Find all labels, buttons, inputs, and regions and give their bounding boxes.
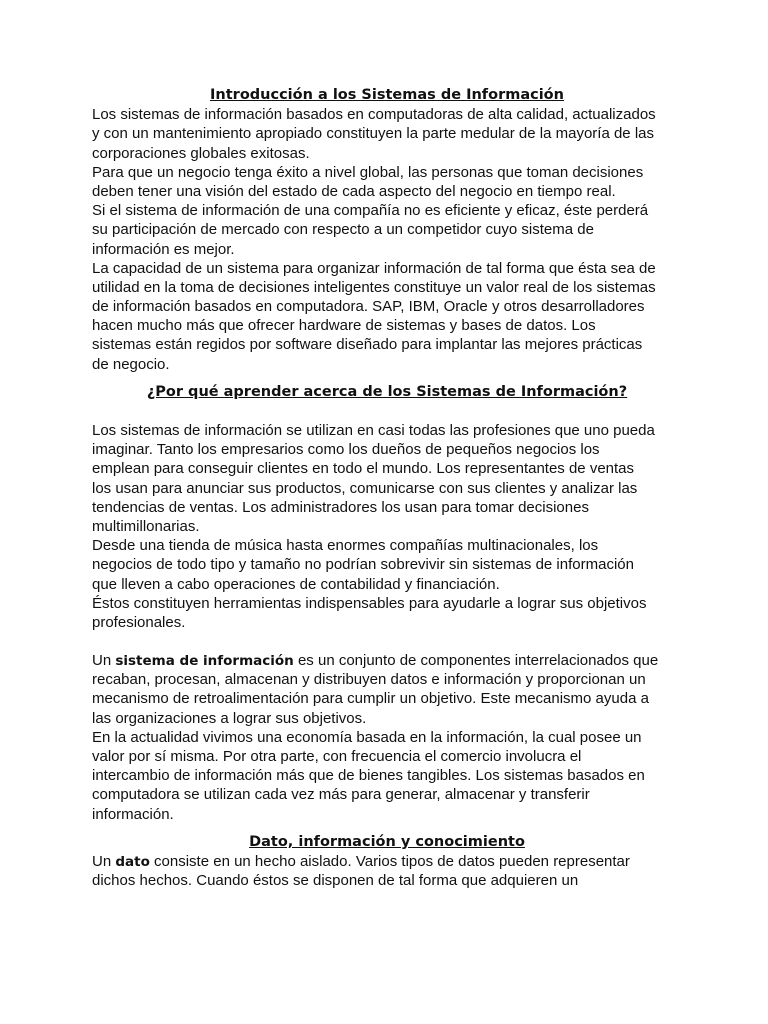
text-line: Los sistemas de información basados en computadoras de alta calidad, actualizados [92, 106, 656, 124]
section-title-por-que: ¿Por qué aprender acerca de los Sistemas de Información? [146, 383, 628, 400]
text-line: y con un mantenimiento apropiado constituyen la parte medular de la mayoría de las [92, 125, 654, 143]
text-line: profesionales. [92, 613, 186, 631]
text-line: tendencias de ventas. Los administradores los usan para tomar decisiones [92, 498, 589, 516]
text-line: computadora se utilizan cada vez más para generar, almacenar y transferir [92, 786, 590, 804]
text-line: que lleven a cabo operaciones de contabilidad y financiación. [92, 575, 500, 593]
text-line: las organizaciones a lograr sus objetivos. [92, 709, 367, 727]
text-line: Desde una tienda de música hasta enormes compañías multinacionales, los [92, 537, 599, 555]
text-line [92, 852, 682, 871]
text-line: corporaciones globales exitosas. [92, 144, 310, 162]
text-run: es un conjunto de componentes interrelacionados que [293, 652, 659, 670]
section-title-dato: Dato, información y conocimiento [249, 833, 525, 850]
text-run: Un [92, 852, 116, 870]
document-page [92, 86, 682, 890]
spacer [92, 374, 682, 383]
text-line: Éstos constituyen herramientas indispensables para ayudarle a lograr sus objetivos [92, 594, 647, 612]
bold-term-sistema-de-informacion: sistema de información [115, 653, 294, 670]
text-line: imaginar. Tanto los empresarios como los dueños de pequeños negocios los [92, 441, 600, 459]
text-line: deben tener una visión del estado de cada aspecto del negocio en tiempo real. [92, 182, 616, 200]
text-line: hacen mucho más que ofrecer hardware de sistemas y bases de datos. Los [92, 317, 596, 335]
text-line: Si el sistema de información de una compañía no es eficiente y eficaz, éste perderá [92, 202, 649, 220]
text-run: consiste en un hecho aislado. Varios tipos de datos pueden representar [149, 852, 630, 870]
spacer [92, 402, 682, 421]
text-line: mecanismo de retroalimentación para cumplir un objetivo. Este mecanismo ayuda a [92, 690, 649, 708]
text-line: información es mejor. [92, 240, 235, 258]
text-line: Para que un negocio tenga éxito a nivel global, las personas que toman decisiones [92, 163, 644, 181]
section-body-por-que-p2 [92, 651, 682, 824]
text-line: emplean para conseguir clientes en todo el mundo. Los representantes de ventas [92, 460, 635, 478]
text-line: La capacidad de un sistema para organizar información de tal forma que ésta sea de [92, 259, 656, 277]
spacer [92, 632, 682, 651]
text-line: los usan para anunciar sus productos, comunicarse con sus clientes y analizar las [92, 479, 638, 497]
section-body-introduccion [92, 105, 682, 374]
text-line: de negocio. [92, 355, 170, 373]
text-line: Los sistemas de información se utilizan en casi todas las profesiones que uno pueda [92, 422, 655, 439]
text-line: utilidad en la toma de decisiones inteligentes constituye un valor real de los sistemas [92, 278, 656, 296]
text-run: Un [92, 652, 116, 670]
bold-term-dato: dato [115, 853, 150, 870]
text-line: intercambio de información más que de bienes tangibles. Los sistemas basados en [92, 767, 645, 785]
text-line [92, 651, 682, 670]
section-title-introduccion: Introducción a los Sistemas de Información [210, 87, 564, 103]
text-line: valor por sí misma. Por otra parte, con frecuencia el comercio involucra el [92, 748, 582, 765]
text-line: su participación de mercado con respecto a un competidor cuyo sistema de [92, 221, 594, 239]
text-line: dichos hechos. Cuando éstos se disponen de tal forma que adquieren un [92, 872, 579, 890]
text-line: multimillonarias. [92, 517, 200, 535]
spacer [92, 824, 682, 833]
text-line: sistemas están regidos por software diseñado para implantar las mejores prácticas [92, 336, 643, 354]
text-line: negocios de todo tipo y tamaño no podrían sobrevivir sin sistemas de información [92, 556, 634, 574]
text-line: de información basados en computadora. SAP, IBM, Oracle y otros desarrolladores [92, 298, 645, 316]
section-body-dato [92, 852, 682, 890]
text-line: recaban, procesan, almacenan y distribuyen datos e información y proporcionan un [92, 671, 646, 689]
section-body-por-que-p1 [92, 421, 682, 632]
text-line: En la actualidad vivimos una economía basada en la información, la cual posee un [92, 728, 642, 746]
text-line: información. [92, 805, 174, 823]
